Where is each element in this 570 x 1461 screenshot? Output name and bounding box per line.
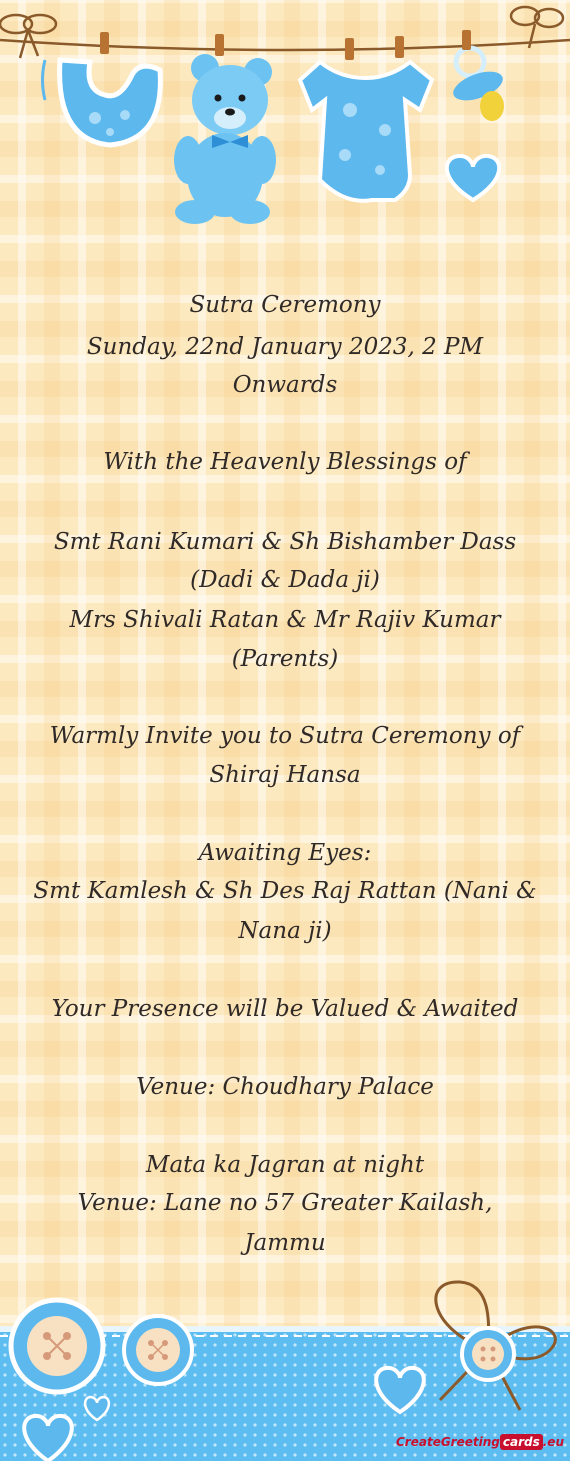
- watermark-part: .eu: [542, 1435, 564, 1449]
- presence-line: Your Presence will be Valued & Awaited: [51, 996, 519, 1022]
- button-icon: [11, 1300, 103, 1392]
- watermark-part: cards: [500, 1434, 543, 1450]
- clothes-peg: [100, 32, 109, 54]
- event-title: Sutra Ceremony: [189, 292, 381, 318]
- grandparents-role: (Dadi & Dada ji): [190, 567, 380, 593]
- onesie-icon: [300, 62, 432, 201]
- clothesline-illustration: [0, 0, 570, 250]
- jagran-venue: Venue: Lane no 57 Greater Kailash,: [77, 1190, 493, 1216]
- button-icon: [124, 1316, 192, 1384]
- watermark-part: CreateGreeting: [396, 1435, 500, 1449]
- heart-icon: [447, 156, 499, 200]
- grandparents-names: Smt Rani Kumari & Sh Bishamber Dass: [53, 529, 517, 555]
- blessings-heading: With the Heavenly Blessings of: [103, 449, 467, 475]
- clothes-peg: [395, 36, 404, 58]
- pacifier-icon: [449, 48, 506, 121]
- bottom-border-illustration: [0, 1270, 570, 1461]
- bib-icon: [43, 60, 161, 145]
- createhgreetingcards-watermark: [396, 1435, 564, 1449]
- button-icon: [462, 1328, 514, 1380]
- jagran-venue-continued: Jammu: [244, 1230, 326, 1256]
- jagran-line: Mata ka Jagran at night: [145, 1152, 425, 1178]
- venue-line: Venue: Choudhary Palace: [136, 1074, 434, 1100]
- event-date-continued: Onwards: [232, 372, 338, 398]
- awaiting-names: Smt Kamlesh & Sh Des Raj Rattan (Nani &: [33, 878, 537, 904]
- parents-role: (Parents): [231, 646, 339, 672]
- child-name: Shiraj Hansa: [209, 762, 361, 788]
- clothes-peg: [462, 30, 471, 50]
- clothesline-string: [0, 40, 570, 50]
- event-date: Sunday, 22nd January 2023, 2 PM: [86, 334, 484, 360]
- teddy-bear-icon: [174, 54, 276, 224]
- clothes-peg: [215, 34, 224, 56]
- clothes-peg: [345, 38, 354, 60]
- parents-names: Mrs Shivali Ratan & Mr Rajiv Kumar: [69, 607, 501, 633]
- awaiting-label: Awaiting Eyes:: [198, 840, 372, 866]
- bow-icon: [0, 15, 56, 58]
- invite-line: Warmly Invite you to Sutra Ceremony of: [49, 723, 521, 749]
- awaiting-names-continued: Nana ji): [238, 918, 332, 944]
